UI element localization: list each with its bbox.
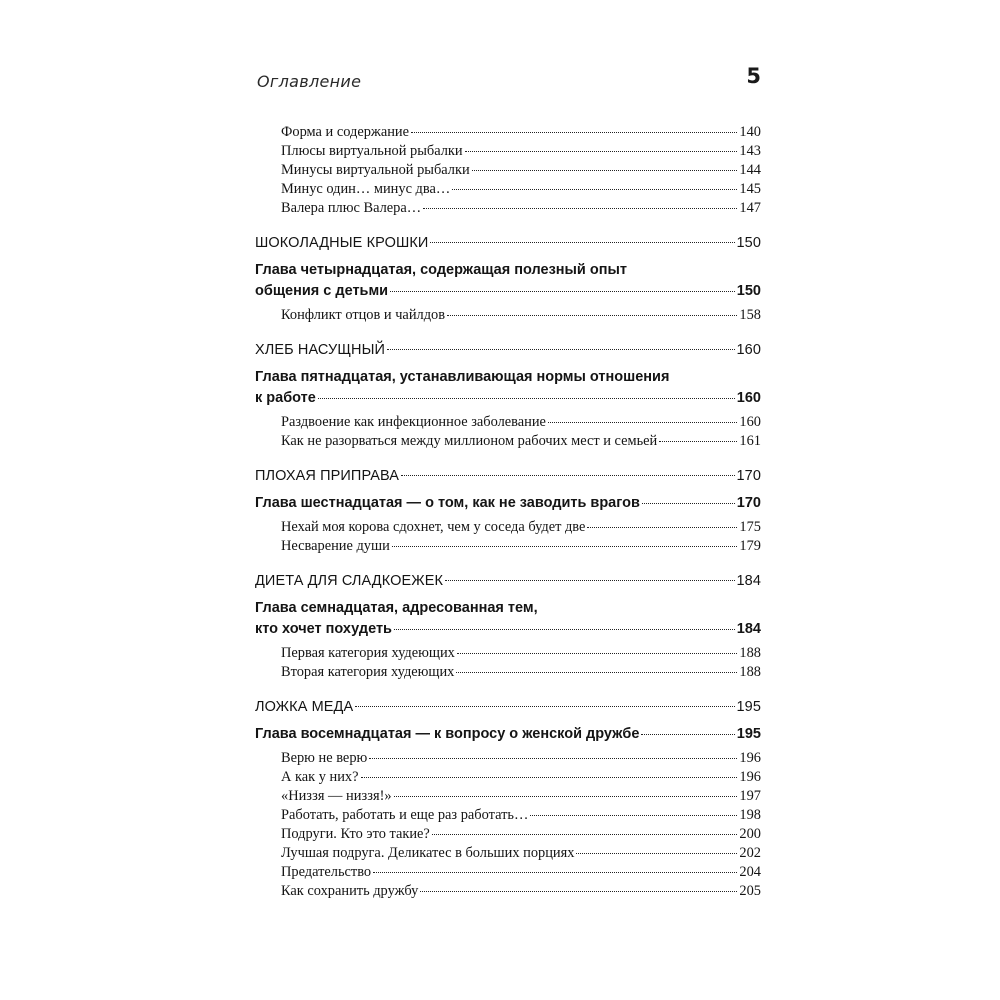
toc-page-number: 198: [739, 807, 761, 823]
toc-page-number: 179: [739, 538, 761, 554]
toc-page-number: 197: [739, 788, 761, 804]
dot-leader: [641, 734, 734, 735]
toc-section-title: Конфликт отцов и чайлдов: [281, 307, 446, 323]
toc-page-number: 143: [739, 143, 761, 159]
table-of-contents: [255, 123, 761, 901]
toc-section-entry[interactable]: [255, 825, 761, 844]
toc-section-title: Как сохранить дружбу: [281, 883, 419, 899]
toc-section-entry[interactable]: [255, 768, 761, 787]
toc-page-number: 202: [739, 845, 761, 861]
dot-leader: [392, 546, 738, 547]
toc-page-number: 161: [739, 433, 761, 449]
toc-chapter-title-line: Глава восемнадцатая — к вопросу о женской дружбе: [255, 726, 640, 742]
dot-leader: [530, 815, 737, 816]
toc-section-title: Первая категория худеющих: [281, 645, 455, 661]
toc-section-title: «Низзя — низзя!»: [281, 788, 392, 804]
toc-page-number: 150: [736, 283, 761, 299]
toc-page-number: 140: [739, 124, 761, 140]
toc-page-number: 160: [739, 414, 761, 430]
toc-section-title: Верю не верю: [281, 750, 368, 766]
toc-page-number: 188: [739, 664, 761, 680]
running-title: Оглавление: [257, 72, 362, 91]
running-head: [255, 60, 761, 100]
dot-leader: [430, 242, 734, 243]
toc-page-number: 150: [736, 235, 761, 251]
toc-page-number: 196: [739, 750, 761, 766]
toc-chapter-entry[interactable]: [255, 260, 761, 302]
toc-section-entry[interactable]: [255, 537, 761, 556]
toc-section-entry[interactable]: [255, 787, 761, 806]
toc-page-number: 196: [739, 769, 761, 785]
toc-page-number: 200: [739, 826, 761, 842]
toc-section-entry[interactable]: [255, 413, 761, 432]
dot-leader: [411, 132, 737, 133]
toc-part-title: ШОКОЛАДНЫЕ КРОШКИ: [255, 235, 429, 251]
toc-page-number: 188: [739, 645, 761, 661]
dot-leader: [659, 441, 737, 442]
dot-leader: [447, 315, 737, 316]
toc-page-number: 145: [739, 181, 761, 197]
dot-leader: [401, 475, 734, 476]
dot-leader: [420, 891, 737, 892]
toc-chapter-entry[interactable]: [255, 493, 761, 514]
dot-leader: [642, 503, 735, 504]
toc-part-entry[interactable]: [255, 570, 761, 592]
toc-page-number: 184: [736, 573, 761, 589]
toc-chapter-title-line: Глава шестнадцатая — о том, как не заводить врагов: [255, 495, 640, 511]
dot-leader: [423, 208, 737, 209]
toc-page-number: 170: [736, 468, 761, 484]
toc-page-number: 160: [736, 342, 761, 358]
toc-section-title: Предательство: [281, 864, 372, 880]
dot-leader: [390, 291, 735, 292]
toc-part-entry[interactable]: [255, 339, 761, 361]
toc-chapter-title-line: Глава пятнадцатая, устанавливающая нормы отношения: [255, 369, 670, 385]
toc-section-title: Лучшая подруга. Деликатес в больших порциях: [281, 845, 575, 861]
toc-chapter-entry[interactable]: [255, 367, 761, 409]
toc-section-title: А как у них?: [281, 769, 359, 785]
toc-section-entry[interactable]: [255, 518, 761, 537]
toc-section-entry[interactable]: [255, 180, 761, 199]
toc-section-entry[interactable]: [255, 863, 761, 882]
toc-section-title: Минусы виртуальной рыбалки: [281, 162, 470, 178]
toc-section-entry[interactable]: [255, 806, 761, 825]
dot-leader: [445, 580, 734, 581]
toc-part-title: ХЛЕБ НАСУЩНЫЙ: [255, 342, 386, 358]
toc-section-title: Плюсы виртуальной рыбалки: [281, 143, 463, 159]
toc-part-entry[interactable]: [255, 696, 761, 718]
toc-page-number: 175: [739, 519, 761, 535]
toc-page-number: 195: [736, 726, 761, 742]
dot-leader: [548, 422, 737, 423]
dot-leader: [369, 758, 737, 759]
dot-leader: [318, 398, 735, 399]
dot-leader: [432, 834, 738, 835]
toc-page-number: 205: [739, 883, 761, 899]
toc-section-title: Раздвоение как инфекционное заболевание: [281, 414, 546, 430]
toc-section-entry[interactable]: [255, 749, 761, 768]
toc-section-entry[interactable]: [255, 663, 761, 682]
toc-section-entry[interactable]: [255, 142, 761, 161]
dot-leader: [456, 672, 737, 673]
toc-chapter-title-line: к работе: [255, 390, 316, 406]
toc-page-number: 184: [736, 621, 761, 637]
toc-page-number: 144: [739, 162, 761, 178]
dot-leader: [457, 653, 738, 654]
toc-page-number: 158: [739, 307, 761, 323]
toc-page-number: 195: [736, 699, 761, 715]
toc-chapter-entry[interactable]: [255, 598, 761, 640]
toc-page-number: 147: [739, 200, 761, 216]
dot-leader: [373, 872, 737, 873]
dot-leader: [452, 189, 737, 190]
toc-section-title: Вторая категория худеющих: [281, 664, 455, 680]
toc-chapter-title-line: кто хочет похудеть: [255, 621, 392, 637]
toc-chapter-entry[interactable]: [255, 724, 761, 745]
toc-part-title: ПЛОХАЯ ПРИПРАВА: [255, 468, 400, 484]
toc-section-entry[interactable]: [255, 123, 761, 142]
dot-leader: [387, 349, 734, 350]
page-number: 5: [746, 64, 761, 88]
toc-chapter-title-line: Глава семнадцатая, адресованная тем,: [255, 600, 538, 616]
toc-part-entry[interactable]: [255, 465, 761, 487]
toc-section-title: Несварение души: [281, 538, 390, 554]
toc-section-title: Минус один… минус два…: [281, 181, 451, 197]
dot-leader: [394, 796, 738, 797]
toc-section-title: Как не разорваться между миллионом рабочих мест и семьей: [281, 433, 658, 449]
dot-leader: [472, 170, 738, 171]
toc-part-title: ДИЕТА ДЛЯ СЛАДКОЕЖЕК: [255, 573, 444, 589]
toc-section-entry[interactable]: [255, 199, 761, 218]
toc-section-entry[interactable]: [255, 432, 761, 451]
toc-section-entry[interactable]: [255, 161, 761, 180]
toc-section-title: Валера плюс Валера…: [281, 200, 422, 216]
toc-part-title: ЛОЖКА МЕДА: [255, 699, 354, 715]
dot-leader: [361, 777, 738, 778]
dot-leader: [355, 706, 734, 707]
dot-leader: [587, 527, 737, 528]
toc-section-title: Форма и содержание: [281, 124, 410, 140]
toc-section-title: Работать, работать и еще раз работать…: [281, 807, 529, 823]
toc-section-entry[interactable]: [255, 844, 761, 863]
toc-part-entry[interactable]: [255, 232, 761, 254]
toc-page-number: 160: [736, 390, 761, 406]
toc-section-entry[interactable]: [255, 306, 761, 325]
toc-page-number: 170: [736, 495, 761, 511]
toc-page-number: 204: [739, 864, 761, 880]
dot-leader: [576, 853, 737, 854]
toc-section-entry[interactable]: [255, 644, 761, 663]
dot-leader: [465, 151, 738, 152]
toc-chapter-title-line: общения с детьми: [255, 283, 389, 299]
dot-leader: [394, 629, 735, 630]
toc-section-entry[interactable]: [255, 882, 761, 901]
toc-chapter-title-line: Глава четырнадцатая, содержащая полезный опыт: [255, 262, 627, 278]
toc-section-title: Подруги. Кто это такие?: [281, 826, 430, 842]
toc-section-title: Нехай моя корова сдохнет, чем у соседа будет две: [281, 519, 586, 535]
